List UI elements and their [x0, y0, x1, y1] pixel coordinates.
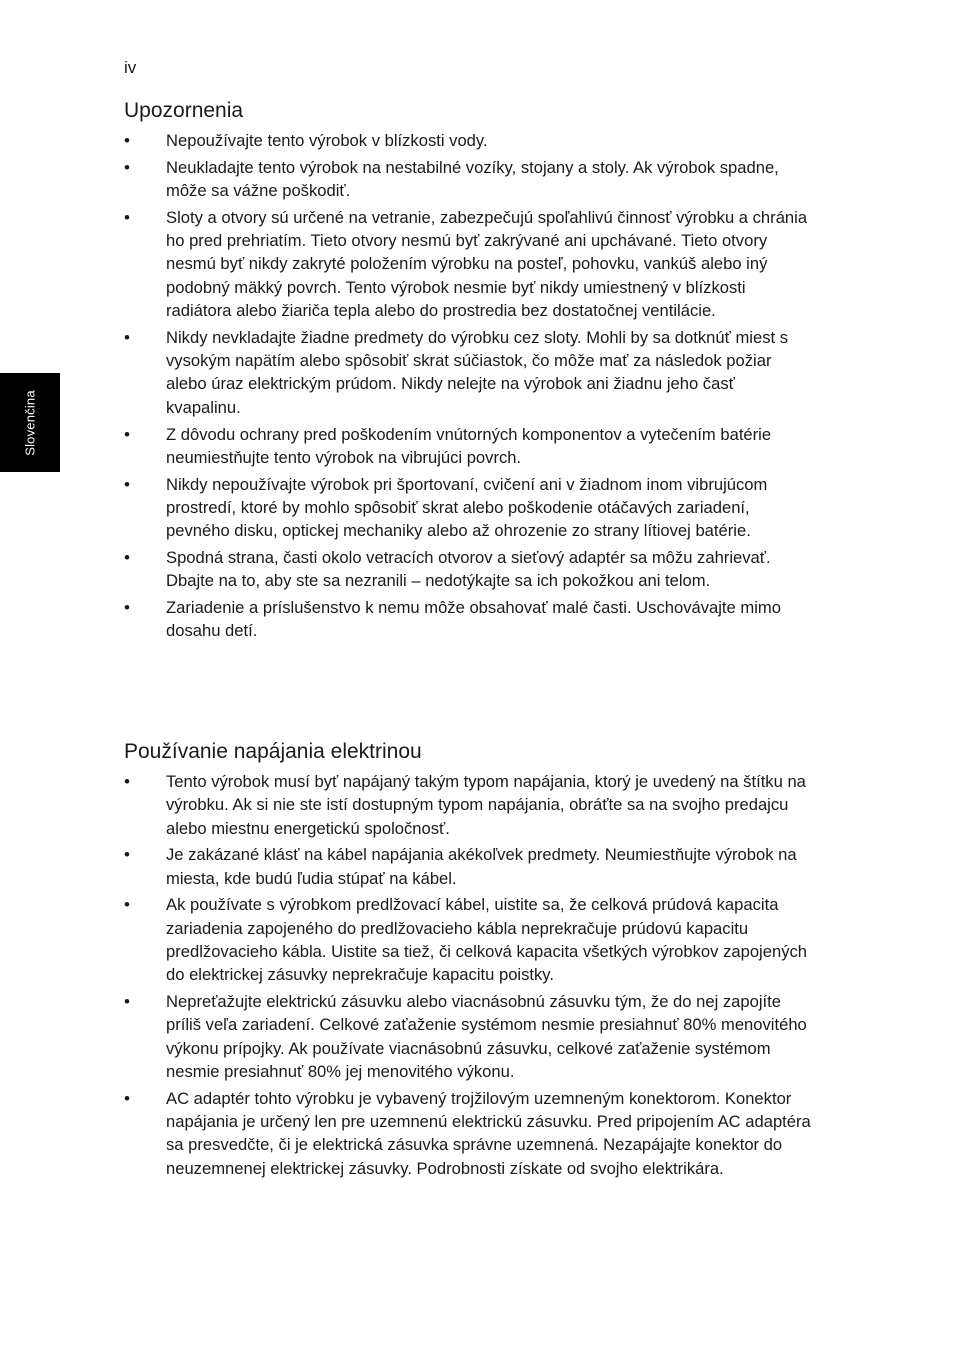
list-item-text: Tento výrobok musí byť napájaný takým typom napájania, ktorý je uvedený na štítku na výrobku. Ak si nie ste istí dostupným typom napájania, obráťte sa na svojho predajcu alebo miestnu energetickú spoločnosť. [166, 772, 806, 838]
bullet-icon: • [124, 895, 130, 915]
bullet-icon: • [124, 772, 130, 791]
section-heading: Používanie napájania elektrinou [124, 740, 422, 763]
list-item [124, 326, 814, 419]
list-item [124, 156, 814, 203]
section-warnings [124, 98, 814, 646]
list-item [124, 206, 814, 322]
list-item [124, 596, 814, 643]
list-item-text: Nepreťažujte elektrickú zásuvku alebo viacnásobnú zásuvku tým, že do nej zapojíte príliš veľa zariadení. Celkové zaťaženie systémom nesmie presiahnuť 80% menovitého výkonu prípojky. Ak používate viacnásobnú zásuvku, celkové zaťaženie systémom nesmie presiahnuť 80% jej menovitého výkonu. [166, 992, 807, 1082]
list-item-text: Spodná strana, časti okolo vetracích otvorov a sieťový adaptér sa môžu zahrievať. Dbajte na to, aby ste sa nezranili – nedotýkajte sa ich pokožkou ani telom. [166, 548, 771, 591]
list-item [124, 770, 814, 840]
list-item [124, 129, 814, 152]
bullet-icon: • [124, 992, 130, 1012]
list-item [124, 1087, 814, 1180]
list-item [124, 893, 814, 986]
list-item [124, 423, 814, 470]
list-item-text: Z dôvodu ochrany pred poškodením vnútorných komponentov a vytečením batérie neumiestňujte tento výrobok na vibrujúci povrch. [166, 424, 772, 467]
language-side-tab [0, 373, 60, 472]
bullet-icon: • [124, 327, 130, 347]
section-heading: Upozornenia [124, 99, 244, 122]
power-usage-list [124, 770, 814, 1180]
list-item-text: Ak používate s výrobkom predlžovací kábel, uistite sa, že celková prúdová kapacita zariadenia zapojeného do predlžovacieho kábla neprekračuje prúdovú kapacitu predlžovacieho kábla. Uistite sa tiež, či celková kapacita všetkých výrobkov zapojených do elektrickej zásuvky neprekračuje kapacitu poistky. [166, 895, 808, 985]
bullet-icon: • [124, 598, 130, 618]
bullet-icon: • [124, 1088, 130, 1108]
list-item-text: Sloty a otvory sú určené na vetranie, zabezpečujú spoľahlivú činnosť výrobku a chránia ho pred prehriatím. Tieto otvory nesmú byť zakrývané ani upchávané. Tieto otvory nesmú byť nikdy zakryté položením výrobku na posteľ, pohovku, vankúš alebo iný podobný mäkký povrch. Tento výrobok nesmie byť nikdy umiestnený v blízkosti radiátora alebo žiariča tepla alebo do prostredia bez dostatočnej ventilácie. [166, 207, 808, 321]
bullet-icon: • [124, 157, 130, 177]
list-item-text: Nikdy nepoužívajte výrobok pri športovaní, cvičení ani v žiadnom inom vibrujúcom prostredí, ktoré by mohlo spôsobiť skrat alebo poškodenie otáčavých zariadení, pevného disku, optickej mechaniky alebo až ohrozenie zo strany lítiovej batérie. [166, 474, 768, 541]
bullet-icon: • [124, 845, 130, 865]
language-side-tab-label: Slovenčina [22, 389, 38, 456]
bullet-icon: • [124, 131, 130, 150]
list-item-text: Neukladajte tento výrobok na nestabilné vozíky, stojany a stoly. Ak výrobok spadne, môže sa vážne poškodiť. [166, 157, 779, 201]
list-item-text: Zariadenie a príslušenstvo k nemu môže obsahovať malé časti. Uschovávajte mimo dosahu detí. [166, 598, 781, 641]
section-power-usage [124, 739, 814, 1184]
bullet-icon: • [124, 474, 130, 494]
list-item [124, 990, 814, 1083]
list-item [124, 546, 814, 593]
bullet-icon: • [124, 424, 130, 444]
list-item-text: Nikdy nevkladajte žiadne predmety do výrobku cez sloty. Mohli by sa dotknúť miest s vysokým napätím alebo spôsobiť skrat súčiastok, čo môže mať za následok požiar alebo úraz elektrickým prúdom. Nikdy nelejte na výrobok ani žiadnu jeho časť kvapalinu. [166, 327, 789, 417]
warnings-list [124, 129, 814, 643]
list-item-text: Je zakázané klásť na kábel napájania akékoľvek predmety. Neumiestňujte výrobok na miesta, kde budú ľudia stúpať na kábel. [166, 845, 797, 888]
bullet-icon: • [124, 548, 130, 568]
bullet-icon: • [124, 207, 130, 227]
list-item [124, 843, 814, 890]
list-item-text: AC adaptér tohto výrobku je vybavený trojžilovým uzemneným konektorom. Konektor napájania je určený len pre uzemnenú elektrickú zásuvku. Pred pripojením AC adaptéra sa presvedčte, či je elektrická zásuvka správne uzemnená. Nezapájajte konektor do neuzemnenej elektrickej zásuvky. Podrobnosti získate od svojho elektrikára. [166, 1088, 811, 1178]
page-number: iv [124, 58, 137, 77]
list-item-text: Nepoužívajte tento výrobok v blízkosti vody. [166, 131, 488, 150]
list-item [124, 473, 814, 543]
